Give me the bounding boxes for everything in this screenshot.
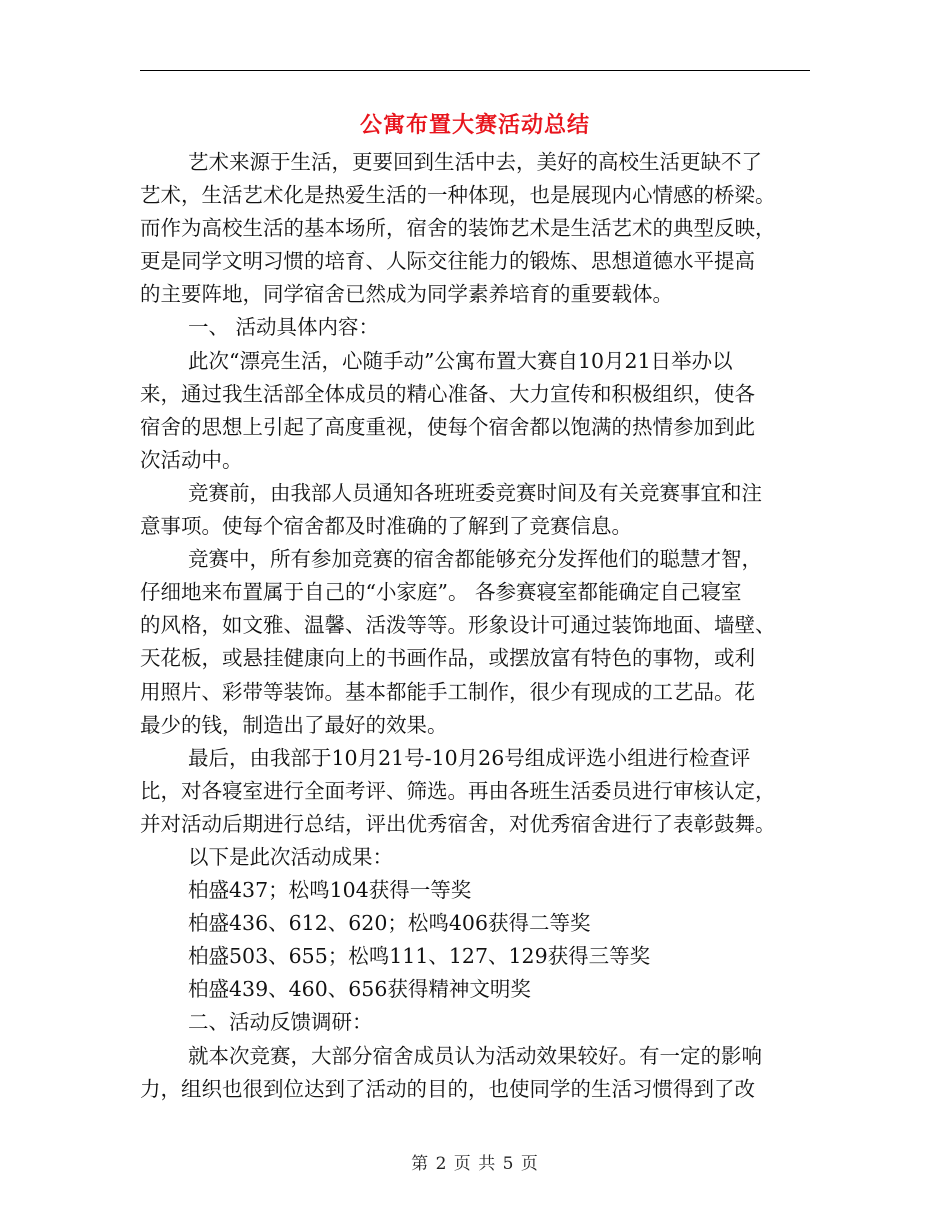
text-line: 最后，由我部于10月21号-10月26号组成评选小组进行检查评 [188, 745, 751, 770]
text-line: 更是同学文明习惯的培育、人际交往能力的锻炼、思想道德水平提高 [140, 249, 755, 274]
text-line: 二、活动反馈调研： [188, 1010, 373, 1035]
text-line: 意事项。使每个宿舍都及时准确的了解到了竞赛信息。 [140, 514, 632, 539]
text-line: 宿舍的思想上引起了高度重视，使每个宿舍都以饱满的热情参加到此 [140, 414, 755, 439]
text-line: 用照片、彩带等装饰。基本都能手工制作，很少有现成的工艺品。花 [140, 679, 755, 704]
document-title: 公寓布置大赛活动总结 [359, 112, 590, 138]
text-line: 艺术，生活艺术化是热爱生活的一种体现，也是展现内心情感的桥梁。 [140, 183, 776, 208]
text-line: 柏盛503、655；松鸣111、127、129获得三等奖 [188, 944, 651, 969]
text-line: 就本次竞赛，大部分宿舍成员认为活动效果较好。有一定的影响 [188, 1043, 762, 1068]
text-line: 艺术来源于生活，更要回到生活中去，美好的高校生活更缺不了 [188, 150, 762, 174]
text-line: 比，对各寝室进行全面考评、筛选。再由各班生活委员进行审核认定， [140, 778, 776, 803]
text-line: 柏盛436、612、620；松鸣406获得二等奖 [188, 911, 591, 936]
text-line: 此次“漂亮生活，心随手动”公寓布置大赛自10月21日举办以 [188, 348, 733, 373]
text-line: 次活动中。 [140, 447, 243, 472]
text-line: 竞赛前，由我部人员通知各班班委竞赛时间及有关竞赛事宜和注 [188, 480, 762, 505]
text-line: 的主要阵地，同学宿舍已然成为同学素养培育的重要载体。 [140, 282, 673, 307]
text-line: 来，通过我生活部全体成员的精心准备、大力宣传和积极组织，使各 [140, 381, 755, 406]
text-line: 力，组织也很到位达到了活动的目的，也使同学的生活习惯得到了改 [140, 1076, 755, 1101]
text-line: 并对活动后期进行总结，评出优秀宿舍，对优秀宿舍进行了表彰鼓舞。 [140, 811, 776, 836]
header-rule [140, 70, 810, 71]
text-line: 一、 活动具体内容： [188, 315, 380, 340]
text-line: 以下是此次活动成果： [188, 844, 393, 869]
document-body [140, 146, 812, 1106]
text-line: 天花板，或悬挂健康向上的书画作品，或摆放富有特色的事物，或利 [140, 646, 755, 671]
text-line: 仔细地来布置属于自己的“小家庭”。 各参赛寝室都能确定自己寝室 [140, 580, 742, 605]
page-number: 第 2 页 共 5 页 [411, 1154, 539, 1174]
text-line: 的风格，如文雅、温馨、活泼等等。形象设计可通过装饰地面、墙壁、 [140, 613, 776, 638]
text-line: 最少的钱，制造出了最好的效果。 [140, 712, 448, 737]
text-line: 柏盛437；松鸣104获得一等奖 [188, 878, 472, 903]
text-line: 竞赛中，所有参加竞赛的宿舍都能够充分发挥他们的聪慧才智， [188, 547, 762, 572]
text-line: 而作为高校生活的基本场所，宿舍的装饰艺术是生活艺术的典型反映， [140, 216, 776, 241]
text-line: 柏盛439、460、656获得精神文明奖 [188, 977, 531, 1002]
